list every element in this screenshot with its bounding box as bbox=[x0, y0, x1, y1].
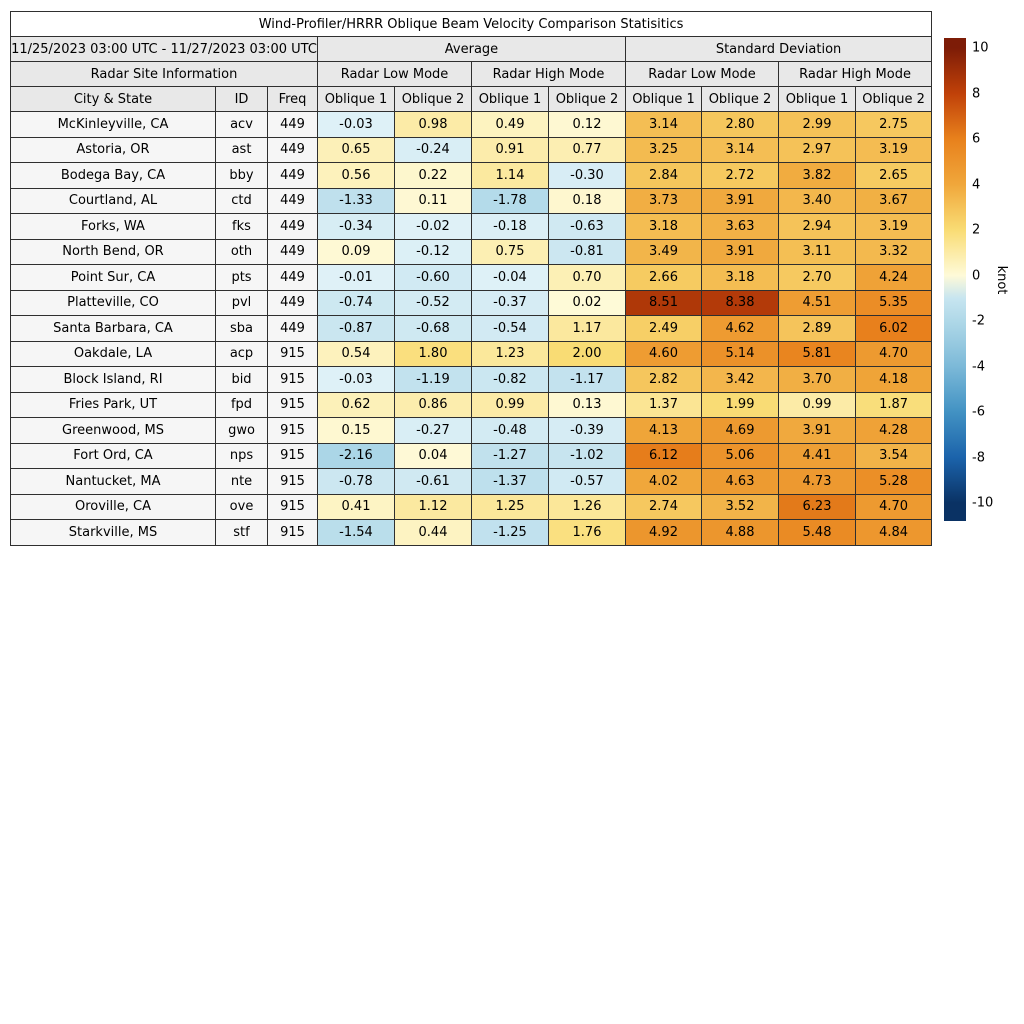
value-cell: -1.33 bbox=[318, 188, 395, 214]
value-cell: 4.70 bbox=[856, 341, 932, 367]
value-cell: 5.48 bbox=[779, 520, 856, 546]
freq-cell: 449 bbox=[268, 163, 318, 189]
city-cell: Astoria, OR bbox=[11, 137, 216, 163]
value-cell: -0.18 bbox=[472, 214, 549, 240]
table-row bbox=[11, 188, 932, 214]
table-row bbox=[11, 520, 932, 546]
city-cell: Oroville, CA bbox=[11, 494, 216, 520]
table-row bbox=[11, 367, 932, 393]
value-cell: 4.88 bbox=[702, 520, 779, 546]
oblique-1-header: Oblique 1 bbox=[626, 87, 702, 112]
value-cell: 4.24 bbox=[856, 265, 932, 291]
value-cell: -0.87 bbox=[318, 316, 395, 342]
value-cell: 0.75 bbox=[472, 239, 549, 265]
freq-cell: 915 bbox=[268, 418, 318, 444]
value-cell: 4.60 bbox=[626, 341, 702, 367]
value-cell: 2.94 bbox=[779, 214, 856, 240]
value-cell: -0.57 bbox=[549, 469, 626, 495]
id-cell: ast bbox=[216, 137, 268, 163]
value-cell: 6.02 bbox=[856, 316, 932, 342]
value-cell: -2.16 bbox=[318, 443, 395, 469]
value-cell: 2.80 bbox=[702, 112, 779, 138]
value-cell: 3.14 bbox=[626, 112, 702, 138]
standard-deviation-header: Standard Deviation bbox=[626, 37, 932, 62]
id-cell: ctd bbox=[216, 188, 268, 214]
city-cell: Point Sur, CA bbox=[11, 265, 216, 291]
city-cell: Starkville, MS bbox=[11, 520, 216, 546]
value-cell: 2.84 bbox=[626, 163, 702, 189]
value-cell: 0.13 bbox=[549, 392, 626, 418]
value-cell: 0.02 bbox=[549, 290, 626, 316]
value-cell: -0.61 bbox=[395, 469, 472, 495]
table-header bbox=[11, 12, 932, 112]
value-cell: 4.92 bbox=[626, 520, 702, 546]
value-cell: 0.98 bbox=[395, 112, 472, 138]
colorbar-tick-label: -6 bbox=[972, 404, 985, 420]
oblique-2-header: Oblique 2 bbox=[856, 87, 932, 112]
freq-cell: 449 bbox=[268, 316, 318, 342]
value-cell: 3.67 bbox=[856, 188, 932, 214]
value-cell: 2.65 bbox=[856, 163, 932, 189]
value-cell: 2.49 bbox=[626, 316, 702, 342]
value-cell: -1.25 bbox=[472, 520, 549, 546]
table-row bbox=[11, 112, 932, 138]
value-cell: 8.38 bbox=[702, 290, 779, 316]
value-cell: 3.19 bbox=[856, 214, 932, 240]
freq-header: Freq bbox=[268, 87, 318, 112]
value-cell: 3.52 bbox=[702, 494, 779, 520]
value-cell: 2.97 bbox=[779, 137, 856, 163]
colorbar-gradient bbox=[944, 38, 966, 521]
value-cell: 2.82 bbox=[626, 367, 702, 393]
colorbar-tick-label: 6 bbox=[972, 131, 981, 147]
value-cell: -1.37 bbox=[472, 469, 549, 495]
city-cell: North Bend, OR bbox=[11, 239, 216, 265]
value-cell: 1.17 bbox=[549, 316, 626, 342]
value-cell: 0.91 bbox=[472, 137, 549, 163]
colorbar-axis-label: knot bbox=[994, 265, 1009, 295]
value-cell: -1.19 bbox=[395, 367, 472, 393]
radar-site-information-header: Radar Site Information bbox=[11, 62, 318, 87]
value-cell: 3.32 bbox=[856, 239, 932, 265]
value-cell: 2.89 bbox=[779, 316, 856, 342]
value-cell: 2.66 bbox=[626, 265, 702, 291]
table-row bbox=[11, 443, 932, 469]
value-cell: -0.03 bbox=[318, 112, 395, 138]
value-cell: 3.11 bbox=[779, 239, 856, 265]
id-cell: fpd bbox=[216, 392, 268, 418]
value-cell: -0.04 bbox=[472, 265, 549, 291]
value-cell: 1.99 bbox=[702, 392, 779, 418]
colorbar-tick-label: -8 bbox=[972, 450, 985, 465]
value-cell: 0.49 bbox=[472, 112, 549, 138]
value-cell: 0.99 bbox=[472, 392, 549, 418]
value-cell: 0.99 bbox=[779, 392, 856, 418]
avg-radar-low-mode-header: Radar Low Mode bbox=[318, 62, 472, 87]
id-cell: bby bbox=[216, 163, 268, 189]
table-row bbox=[11, 494, 932, 520]
id-header: ID bbox=[216, 87, 268, 112]
city-cell: Fort Ord, CA bbox=[11, 443, 216, 469]
city-cell: Oakdale, LA bbox=[11, 341, 216, 367]
value-cell: 5.28 bbox=[856, 469, 932, 495]
value-cell: 0.44 bbox=[395, 520, 472, 546]
freq-cell: 915 bbox=[268, 443, 318, 469]
id-cell: ove bbox=[216, 494, 268, 520]
value-cell: 4.63 bbox=[702, 469, 779, 495]
city-state-header: City & State bbox=[11, 87, 216, 112]
freq-cell: 915 bbox=[268, 341, 318, 367]
value-cell: 5.06 bbox=[702, 443, 779, 469]
value-cell: 0.86 bbox=[395, 392, 472, 418]
colorbar-tick-label: 10 bbox=[972, 40, 989, 56]
oblique-1-header: Oblique 1 bbox=[472, 87, 549, 112]
value-cell: 0.56 bbox=[318, 163, 395, 189]
value-cell: -0.60 bbox=[395, 265, 472, 291]
value-cell: 4.73 bbox=[779, 469, 856, 495]
freq-cell: 915 bbox=[268, 494, 318, 520]
value-cell: 2.99 bbox=[779, 112, 856, 138]
value-cell: 1.87 bbox=[856, 392, 932, 418]
value-cell: 3.18 bbox=[702, 265, 779, 291]
city-cell: Courtland, AL bbox=[11, 188, 216, 214]
value-cell: 3.91 bbox=[702, 239, 779, 265]
value-cell: 0.04 bbox=[395, 443, 472, 469]
value-cell: 3.42 bbox=[702, 367, 779, 393]
table-row bbox=[11, 239, 932, 265]
value-cell: -0.39 bbox=[549, 418, 626, 444]
value-cell: -0.68 bbox=[395, 316, 472, 342]
value-cell: -0.30 bbox=[549, 163, 626, 189]
freq-cell: 915 bbox=[268, 520, 318, 546]
freq-cell: 449 bbox=[268, 112, 318, 138]
table-row bbox=[11, 469, 932, 495]
value-cell: 3.40 bbox=[779, 188, 856, 214]
group-header-row-1 bbox=[11, 37, 932, 62]
value-cell: 0.77 bbox=[549, 137, 626, 163]
table-row bbox=[11, 316, 932, 342]
value-cell: -0.48 bbox=[472, 418, 549, 444]
value-cell: 0.09 bbox=[318, 239, 395, 265]
value-cell: 3.18 bbox=[626, 214, 702, 240]
oblique-2-header: Oblique 2 bbox=[702, 87, 779, 112]
freq-cell: 915 bbox=[268, 392, 318, 418]
value-cell: 4.84 bbox=[856, 520, 932, 546]
value-cell: 3.70 bbox=[779, 367, 856, 393]
table-row bbox=[11, 418, 932, 444]
value-cell: 2.75 bbox=[856, 112, 932, 138]
value-cell: 4.02 bbox=[626, 469, 702, 495]
table-row bbox=[11, 392, 932, 418]
value-cell: 1.76 bbox=[549, 520, 626, 546]
value-cell: 3.25 bbox=[626, 137, 702, 163]
value-cell: 3.19 bbox=[856, 137, 932, 163]
avg-radar-high-mode-header: Radar High Mode bbox=[472, 62, 626, 87]
freq-cell: 449 bbox=[268, 214, 318, 240]
freq-cell: 449 bbox=[268, 188, 318, 214]
value-cell: -0.78 bbox=[318, 469, 395, 495]
value-cell: 1.23 bbox=[472, 341, 549, 367]
freq-cell: 449 bbox=[268, 290, 318, 316]
value-cell: -0.74 bbox=[318, 290, 395, 316]
city-cell: Greenwood, MS bbox=[11, 418, 216, 444]
id-cell: acv bbox=[216, 112, 268, 138]
id-cell: oth bbox=[216, 239, 268, 265]
value-cell: -1.78 bbox=[472, 188, 549, 214]
value-cell: 0.41 bbox=[318, 494, 395, 520]
freq-cell: 449 bbox=[268, 137, 318, 163]
group-header-row-2 bbox=[11, 62, 932, 87]
oblique-1-header: Oblique 1 bbox=[779, 87, 856, 112]
value-cell: 0.12 bbox=[549, 112, 626, 138]
value-cell: 6.12 bbox=[626, 443, 702, 469]
value-cell: 2.72 bbox=[702, 163, 779, 189]
value-cell: -0.03 bbox=[318, 367, 395, 393]
value-cell: 4.41 bbox=[779, 443, 856, 469]
table-row bbox=[11, 214, 932, 240]
value-cell: 1.80 bbox=[395, 341, 472, 367]
value-cell: 3.54 bbox=[856, 443, 932, 469]
city-cell: Nantucket, MA bbox=[11, 469, 216, 495]
value-cell: -0.24 bbox=[395, 137, 472, 163]
id-cell: gwo bbox=[216, 418, 268, 444]
colorbar-tick-label: -2 bbox=[972, 313, 985, 329]
value-cell: 6.23 bbox=[779, 494, 856, 520]
id-cell: nte bbox=[216, 469, 268, 495]
value-cell: 3.73 bbox=[626, 188, 702, 214]
value-cell: 1.14 bbox=[472, 163, 549, 189]
city-cell: McKinleyville, CA bbox=[11, 112, 216, 138]
oblique-2-header: Oblique 2 bbox=[549, 87, 626, 112]
value-cell: 4.69 bbox=[702, 418, 779, 444]
city-cell: Forks, WA bbox=[11, 214, 216, 240]
colorbar-tick-label: -10 bbox=[972, 495, 994, 511]
value-cell: 4.70 bbox=[856, 494, 932, 520]
id-cell: fks bbox=[216, 214, 268, 240]
value-cell: -1.02 bbox=[549, 443, 626, 469]
value-cell: 1.37 bbox=[626, 392, 702, 418]
value-cell: -1.17 bbox=[549, 367, 626, 393]
table-title: Wind-Profiler/HRRR Oblique Beam Velocity Comparison Statisitics bbox=[11, 12, 932, 37]
colorbar-tick-label: 8 bbox=[972, 86, 981, 101]
value-cell: 2.00 bbox=[549, 341, 626, 367]
value-cell: 8.51 bbox=[626, 290, 702, 316]
table-body bbox=[11, 112, 932, 546]
value-cell: 3.49 bbox=[626, 239, 702, 265]
statistics-table bbox=[10, 11, 932, 546]
value-cell: 0.15 bbox=[318, 418, 395, 444]
value-cell: -0.02 bbox=[395, 214, 472, 240]
value-cell: 1.12 bbox=[395, 494, 472, 520]
value-cell: -0.54 bbox=[472, 316, 549, 342]
value-cell: 1.25 bbox=[472, 494, 549, 520]
value-cell: -0.12 bbox=[395, 239, 472, 265]
column-header-row bbox=[11, 87, 932, 112]
value-cell: 4.28 bbox=[856, 418, 932, 444]
average-header: Average bbox=[318, 37, 626, 62]
value-cell: 3.63 bbox=[702, 214, 779, 240]
table-row bbox=[11, 163, 932, 189]
value-cell: 0.11 bbox=[395, 188, 472, 214]
freq-cell: 449 bbox=[268, 239, 318, 265]
date-range-cell: 11/25/2023 03:00 UTC - 11/27/2023 03:00 UTC bbox=[11, 37, 318, 62]
value-cell: 0.22 bbox=[395, 163, 472, 189]
value-cell: 5.81 bbox=[779, 341, 856, 367]
city-cell: Santa Barbara, CA bbox=[11, 316, 216, 342]
freq-cell: 915 bbox=[268, 367, 318, 393]
value-cell: 3.82 bbox=[779, 163, 856, 189]
value-cell: -0.37 bbox=[472, 290, 549, 316]
value-cell: -0.52 bbox=[395, 290, 472, 316]
value-cell: -0.63 bbox=[549, 214, 626, 240]
value-cell: -1.54 bbox=[318, 520, 395, 546]
value-cell: 2.70 bbox=[779, 265, 856, 291]
oblique-1-header: Oblique 1 bbox=[318, 87, 395, 112]
colorbar-tick-label: 2 bbox=[972, 222, 981, 238]
value-cell: 4.51 bbox=[779, 290, 856, 316]
value-cell: 0.54 bbox=[318, 341, 395, 367]
city-cell: Platteville, CO bbox=[11, 290, 216, 316]
city-cell: Fries Park, UT bbox=[11, 392, 216, 418]
value-cell: -0.34 bbox=[318, 214, 395, 240]
title-row bbox=[11, 12, 932, 37]
sd-radar-high-mode-header: Radar High Mode bbox=[779, 62, 932, 87]
value-cell: 5.35 bbox=[856, 290, 932, 316]
value-cell: 0.18 bbox=[549, 188, 626, 214]
colorbar-tick-label: 0 bbox=[972, 268, 981, 283]
value-cell: 5.14 bbox=[702, 341, 779, 367]
id-cell: pts bbox=[216, 265, 268, 291]
value-cell: -0.01 bbox=[318, 265, 395, 291]
id-cell: acp bbox=[216, 341, 268, 367]
value-cell: 0.65 bbox=[318, 137, 395, 163]
id-cell: nps bbox=[216, 443, 268, 469]
value-cell: 1.26 bbox=[549, 494, 626, 520]
value-cell: 3.14 bbox=[702, 137, 779, 163]
value-cell: -0.27 bbox=[395, 418, 472, 444]
value-cell: 0.62 bbox=[318, 392, 395, 418]
city-cell: Block Island, RI bbox=[11, 367, 216, 393]
table-row bbox=[11, 265, 932, 291]
freq-cell: 449 bbox=[268, 265, 318, 291]
colorbar-tick-label: 4 bbox=[972, 177, 981, 192]
colorbar-tick-label: -4 bbox=[972, 359, 985, 374]
value-cell: 3.91 bbox=[702, 188, 779, 214]
table-row bbox=[11, 137, 932, 163]
oblique-2-header: Oblique 2 bbox=[395, 87, 472, 112]
value-cell: -0.82 bbox=[472, 367, 549, 393]
value-cell: 2.74 bbox=[626, 494, 702, 520]
id-cell: stf bbox=[216, 520, 268, 546]
id-cell: bid bbox=[216, 367, 268, 393]
freq-cell: 915 bbox=[268, 469, 318, 495]
value-cell: 3.91 bbox=[779, 418, 856, 444]
value-cell: 4.62 bbox=[702, 316, 779, 342]
table-row bbox=[11, 341, 932, 367]
value-cell: -0.81 bbox=[549, 239, 626, 265]
id-cell: sba bbox=[216, 316, 268, 342]
value-cell: -1.27 bbox=[472, 443, 549, 469]
city-cell: Bodega Bay, CA bbox=[11, 163, 216, 189]
value-cell: 4.18 bbox=[856, 367, 932, 393]
value-cell: 4.13 bbox=[626, 418, 702, 444]
table-row bbox=[11, 290, 932, 316]
id-cell: pvl bbox=[216, 290, 268, 316]
value-cell: 0.70 bbox=[549, 265, 626, 291]
sd-radar-low-mode-header: Radar Low Mode bbox=[626, 62, 779, 87]
